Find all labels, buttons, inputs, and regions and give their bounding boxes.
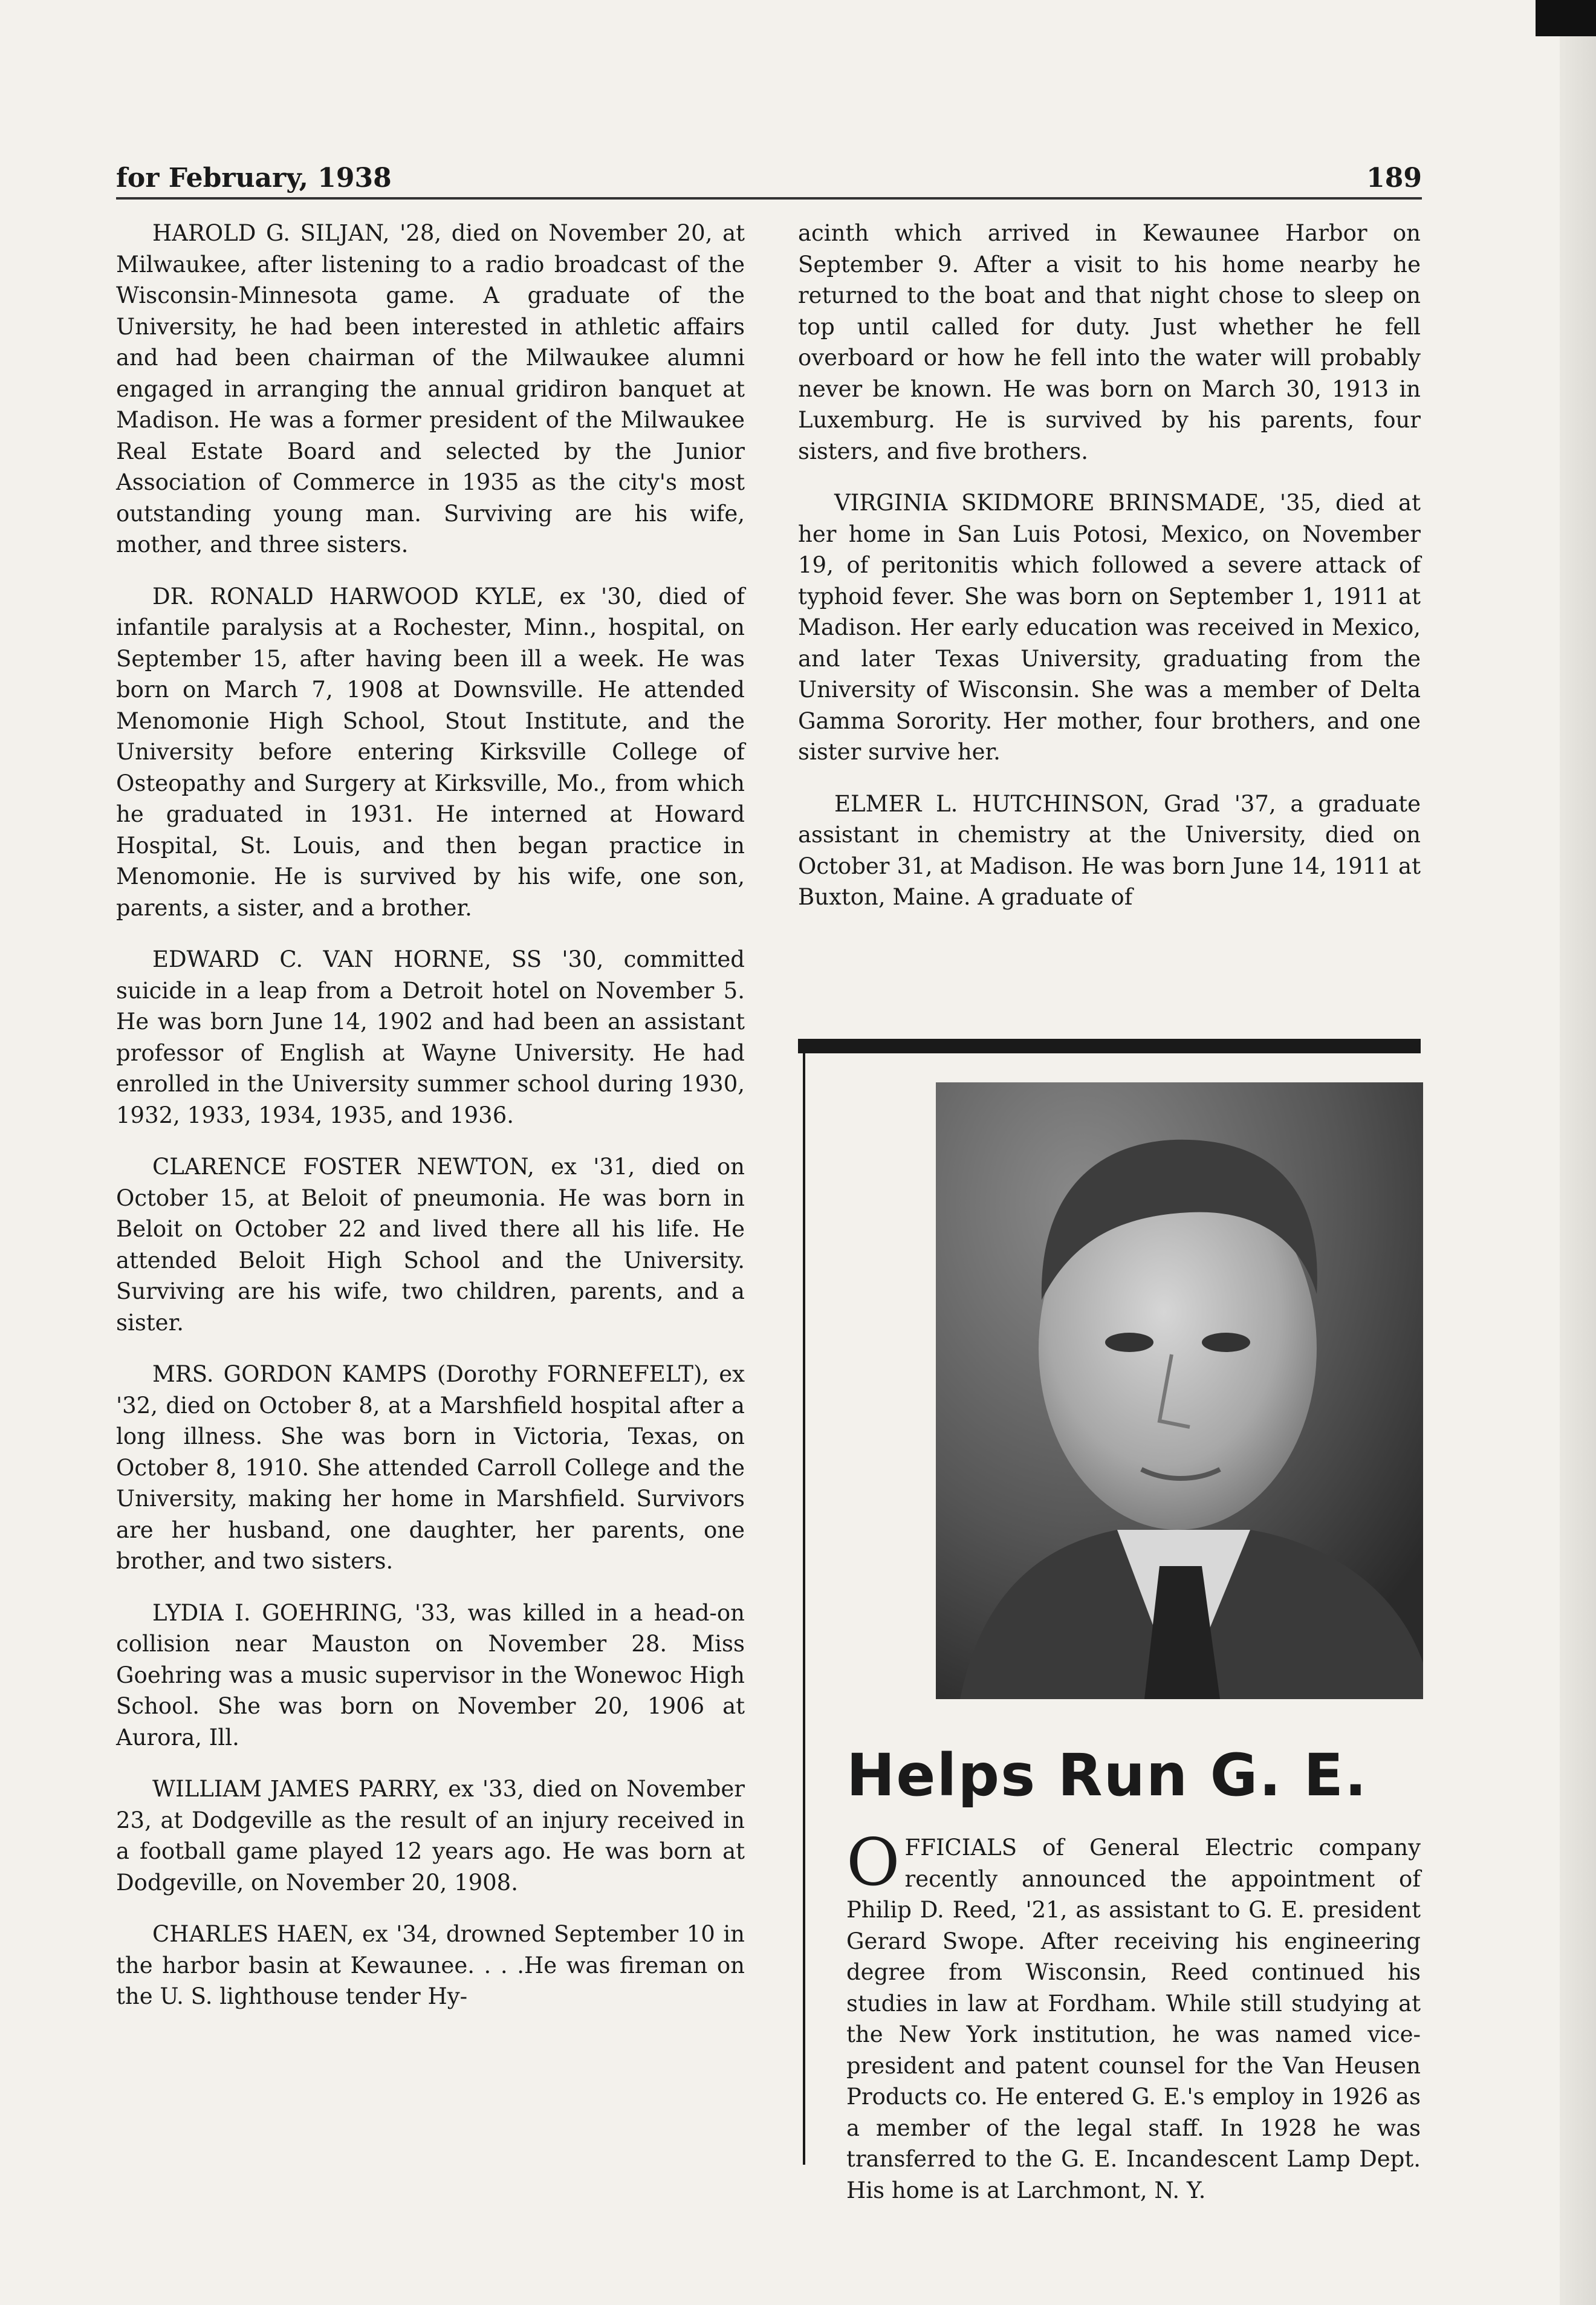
portrait-photo [936,1082,1423,1699]
feature-text: FFICIALS of General Electric company recently announced the appointment of Philip D. Reed, '21, as assistant to G. E. president Gerard Swope. After receiving his engineering degree from Wisconsin, Reed continued his studies in law at Fordham. While still studying at the New York institution, he was named vice-president and patent counsel for the Van Heusen Products co. He entered G. E.'s employ in 1926 as a member of the legal staff. In 1928 he was transferred to the G. E. Incandescent Lamp Dept. His home is at Larchmont, N. Y. [846,1835,1421,2203]
obituary-brinsmade: VIRGINIA SKIDMORE BRINSMADE, '35, died at her home in San Luis Potosi, Mexico, on November 19, of peritonitis which followed a severe attack of typhoid fever. She was born on September 1, 1911 at Madison. Her early education was received in Mexico, and later Texas University, graduating from the University of Wisconsin. She was a member of Delta Gamma Sorority. Her mother, four brothers, and one sister survive her. [798,490,1421,765]
obituary-hutchinson: ELMER L. HUTCHINSON, Grad '37, a graduate assistant in chemistry at the University, died on October 31, at Madison. He was born June 14, 1911 at Buxton, Maine. A graduate of [798,790,1421,910]
scan-corner-mark [1536,0,1596,36]
feature-title: Helps Run G. E. [846,1741,1368,1809]
obituary-siljan: HAROLD G. SILJAN, '28, died on November 20, at Milwaukee, after listening to a radio broadcast of the Wisconsin-Minnesota game. A graduate of the University, he had been interested in athletic affairs and had been chairman of the Milwaukee alumni engaged in arranging the annual gridiron banquet at Madison. He was a former president of the Milwaukee Real Estate Board and selected by the Junior Association of Commerce in 1935 as the city's most outstanding young man. Surviving are his wife, mother, and three sisters. [116,220,745,558]
drop-cap: O [846,1825,900,1900]
feature-article [846,1825,1421,2203]
obituary-haen-continued: acinth which arrived in Kewaunee Harbor on September 9. After a visit to his home nearby he returned to the boat and that night chose to sleep on top until called for duty. Just whether he fell overboard or how he fell into the water will probably never be known. He was born on March 30, 1913 in Luxemburg. He is survived by his parents, four sisters, and five brothers. [798,220,1421,464]
scan-edge [1560,0,1596,2305]
obituary-haen: CHARLES HAEN, ex '34, drowned September 10 in the harbor basin at Kewaunee. . . .He was fireman on the U. S. lighthouse tender Hy- [116,1921,745,2009]
obituary-van-horne: EDWARD C. VAN HORNE, SS '30, committed suicide in a leap from a Detroit hotel on November 5. He was born June 14, 1902 and had been an assistant professor of English at Wayne University. He had enrolled in the University summer school during 1930, 1932, 1933, 1934, 1935, and 1936. [116,946,745,1128]
issue-date: for February, 1938 [116,163,392,193]
page-header [116,145,1422,193]
obituary-newton: CLARENCE FOSTER NEWTON, ex '31, died on October 15, at Beloit of pneumonia. He was born in Beloit on October 22 and lived there all his life. He attended Beloit High School and the University. Surviving are his wife, two children, parents, and a sister. [116,1154,745,1336]
feature-box-left-rule [803,1053,805,2165]
obituary-kamps: MRS. GORDON KAMPS (Dorothy FORNEFELT), ex '32, died on October 8, at a Marshfield hospital after a long illness. She was born in Victoria, Texas, on October 8, 1910. She attended Carroll College and the University, making her home in Marshfield. Survivors are her husband, one daughter, her parents, one brother, and two sisters. [116,1361,745,1574]
right-column [798,218,1421,1016]
obituary-goehring: LYDIA I. GOEHRING, '33, was killed in a head-on collision near Mauston on November 28. Miss Goehring was a music supervisor in the Wonewoc High School. She was born on November 20, 1906 at Aurora, Ill. [116,1599,745,1751]
feature-box-top-rule [798,1039,1421,1053]
page-number: 189 [1366,163,1422,193]
header-rule [116,197,1422,200]
left-column [116,218,745,2213]
obituary-kyle: DR. RONALD HARWOOD KYLE, ex '30, died of infantile paralysis at a Rochester, Minn., hospital, on September 15, after having been ill a week. He was born on March 7, 1908 at Downsville. He attended Menomonie High School, Stout Institute, and the University before entering Kirksville College of Osteopathy and Surgery at Kirksville, Mo., from which he graduated in 1931. He interned at Howard Hospital, St. Louis, and then began practice in Menomonie. He is survived by his wife, one son, parents, a sister, and a brother. [116,583,745,921]
obituary-parry: WILLIAM JAMES PARRY, ex '33, died on November 23, at Dodgeville as the result of an injury received in a football game played 12 years ago. He was born at Dodgeville, on November 20, 1908. [116,1776,745,1896]
